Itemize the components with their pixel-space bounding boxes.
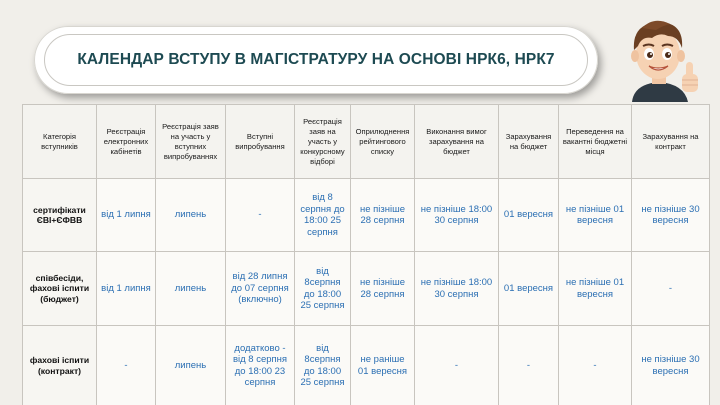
header-budget-requirements: Виконання вимог зарахування на бюджет (415, 105, 499, 179)
table-cell: - (559, 326, 632, 405)
table-cell: від 8серпня до 18:00 25 серпня (295, 252, 351, 326)
table-cell: не пізніше 18:00 30 серпня (415, 179, 499, 252)
table-cell: не пізніше 30 вересня (632, 326, 710, 405)
table-cell: липень (156, 326, 226, 405)
table-cell: не пізніше 28 серпня (351, 252, 415, 326)
table-cell: від 8 серпня до 18:00 25 серпня (295, 179, 351, 252)
table-cell: липень (156, 252, 226, 326)
table-cell: не пізніше 01 вересня (559, 252, 632, 326)
table-cell: не пізніше 28 серпня (351, 179, 415, 252)
header-budget-enrollment: Зарахування на бюджет (499, 105, 559, 179)
table-row (23, 252, 710, 326)
row-category: співбесіди, фахові іспити (бюджет) (23, 252, 97, 326)
table-cell: від 1 липня (97, 179, 156, 252)
table-cell: - (97, 326, 156, 405)
table-cell: 01 вересня (499, 179, 559, 252)
title-banner (34, 26, 598, 94)
table-cell: - (499, 326, 559, 405)
header-cabinet-registration: Реєстрація електронних кабінетів (97, 105, 156, 179)
header-competition-application: Реєстрація заяв на участь у конкурсному відборі (295, 105, 351, 179)
row-category: сертифікати ЄВІ+ЄФВВ (23, 179, 97, 252)
table-row (23, 179, 710, 252)
admission-calendar-table (22, 104, 710, 405)
table-cell: 01 вересня (499, 252, 559, 326)
table-cell: додатково - від 8 серпня до 18:00 23 серпня (226, 326, 295, 405)
header-rating-list: Оприлюднення рейтингового списку (351, 105, 415, 179)
table-cell: липень (156, 179, 226, 252)
table-cell: від 8серпня до 18:00 25 серпня (295, 326, 351, 405)
table-cell: від 28 липня до 07 серпня (включно) (226, 252, 295, 326)
page-title: КАЛЕНДАР ВСТУПУ В МАГІСТРАТУРУ НА ОСНОВІ НРК6, НРК7 (77, 51, 555, 68)
header-contract-enrollment: Зарахування на контракт (632, 105, 710, 179)
table-cell: не пізніше 18:00 30 серпня (415, 252, 499, 326)
table-cell: - (415, 326, 499, 405)
row-category: фахові іспити (контракт) (23, 326, 97, 405)
table-row (23, 326, 710, 405)
table-cell: не пізніше 01 вересня (559, 179, 632, 252)
header-vacant-transfer: Переведення на вакантні бюджетні місця (559, 105, 632, 179)
header-category: Категорія вступників (23, 105, 97, 179)
table-cell: - (226, 179, 295, 252)
table-cell: - (632, 252, 710, 326)
header-entrance-exams: Вступні випробування (226, 105, 295, 179)
header-exam-application: Реєстрація заяв на участь у вступних випробуваннях (156, 105, 226, 179)
table-cell: не раніше 01 вересня (351, 326, 415, 405)
table-header-row (23, 105, 710, 179)
cartoon-boy-thumbs-up-icon (612, 10, 706, 102)
table-cell: не пізніше 30 вересня (632, 179, 710, 252)
table-cell: від 1 липня (97, 252, 156, 326)
